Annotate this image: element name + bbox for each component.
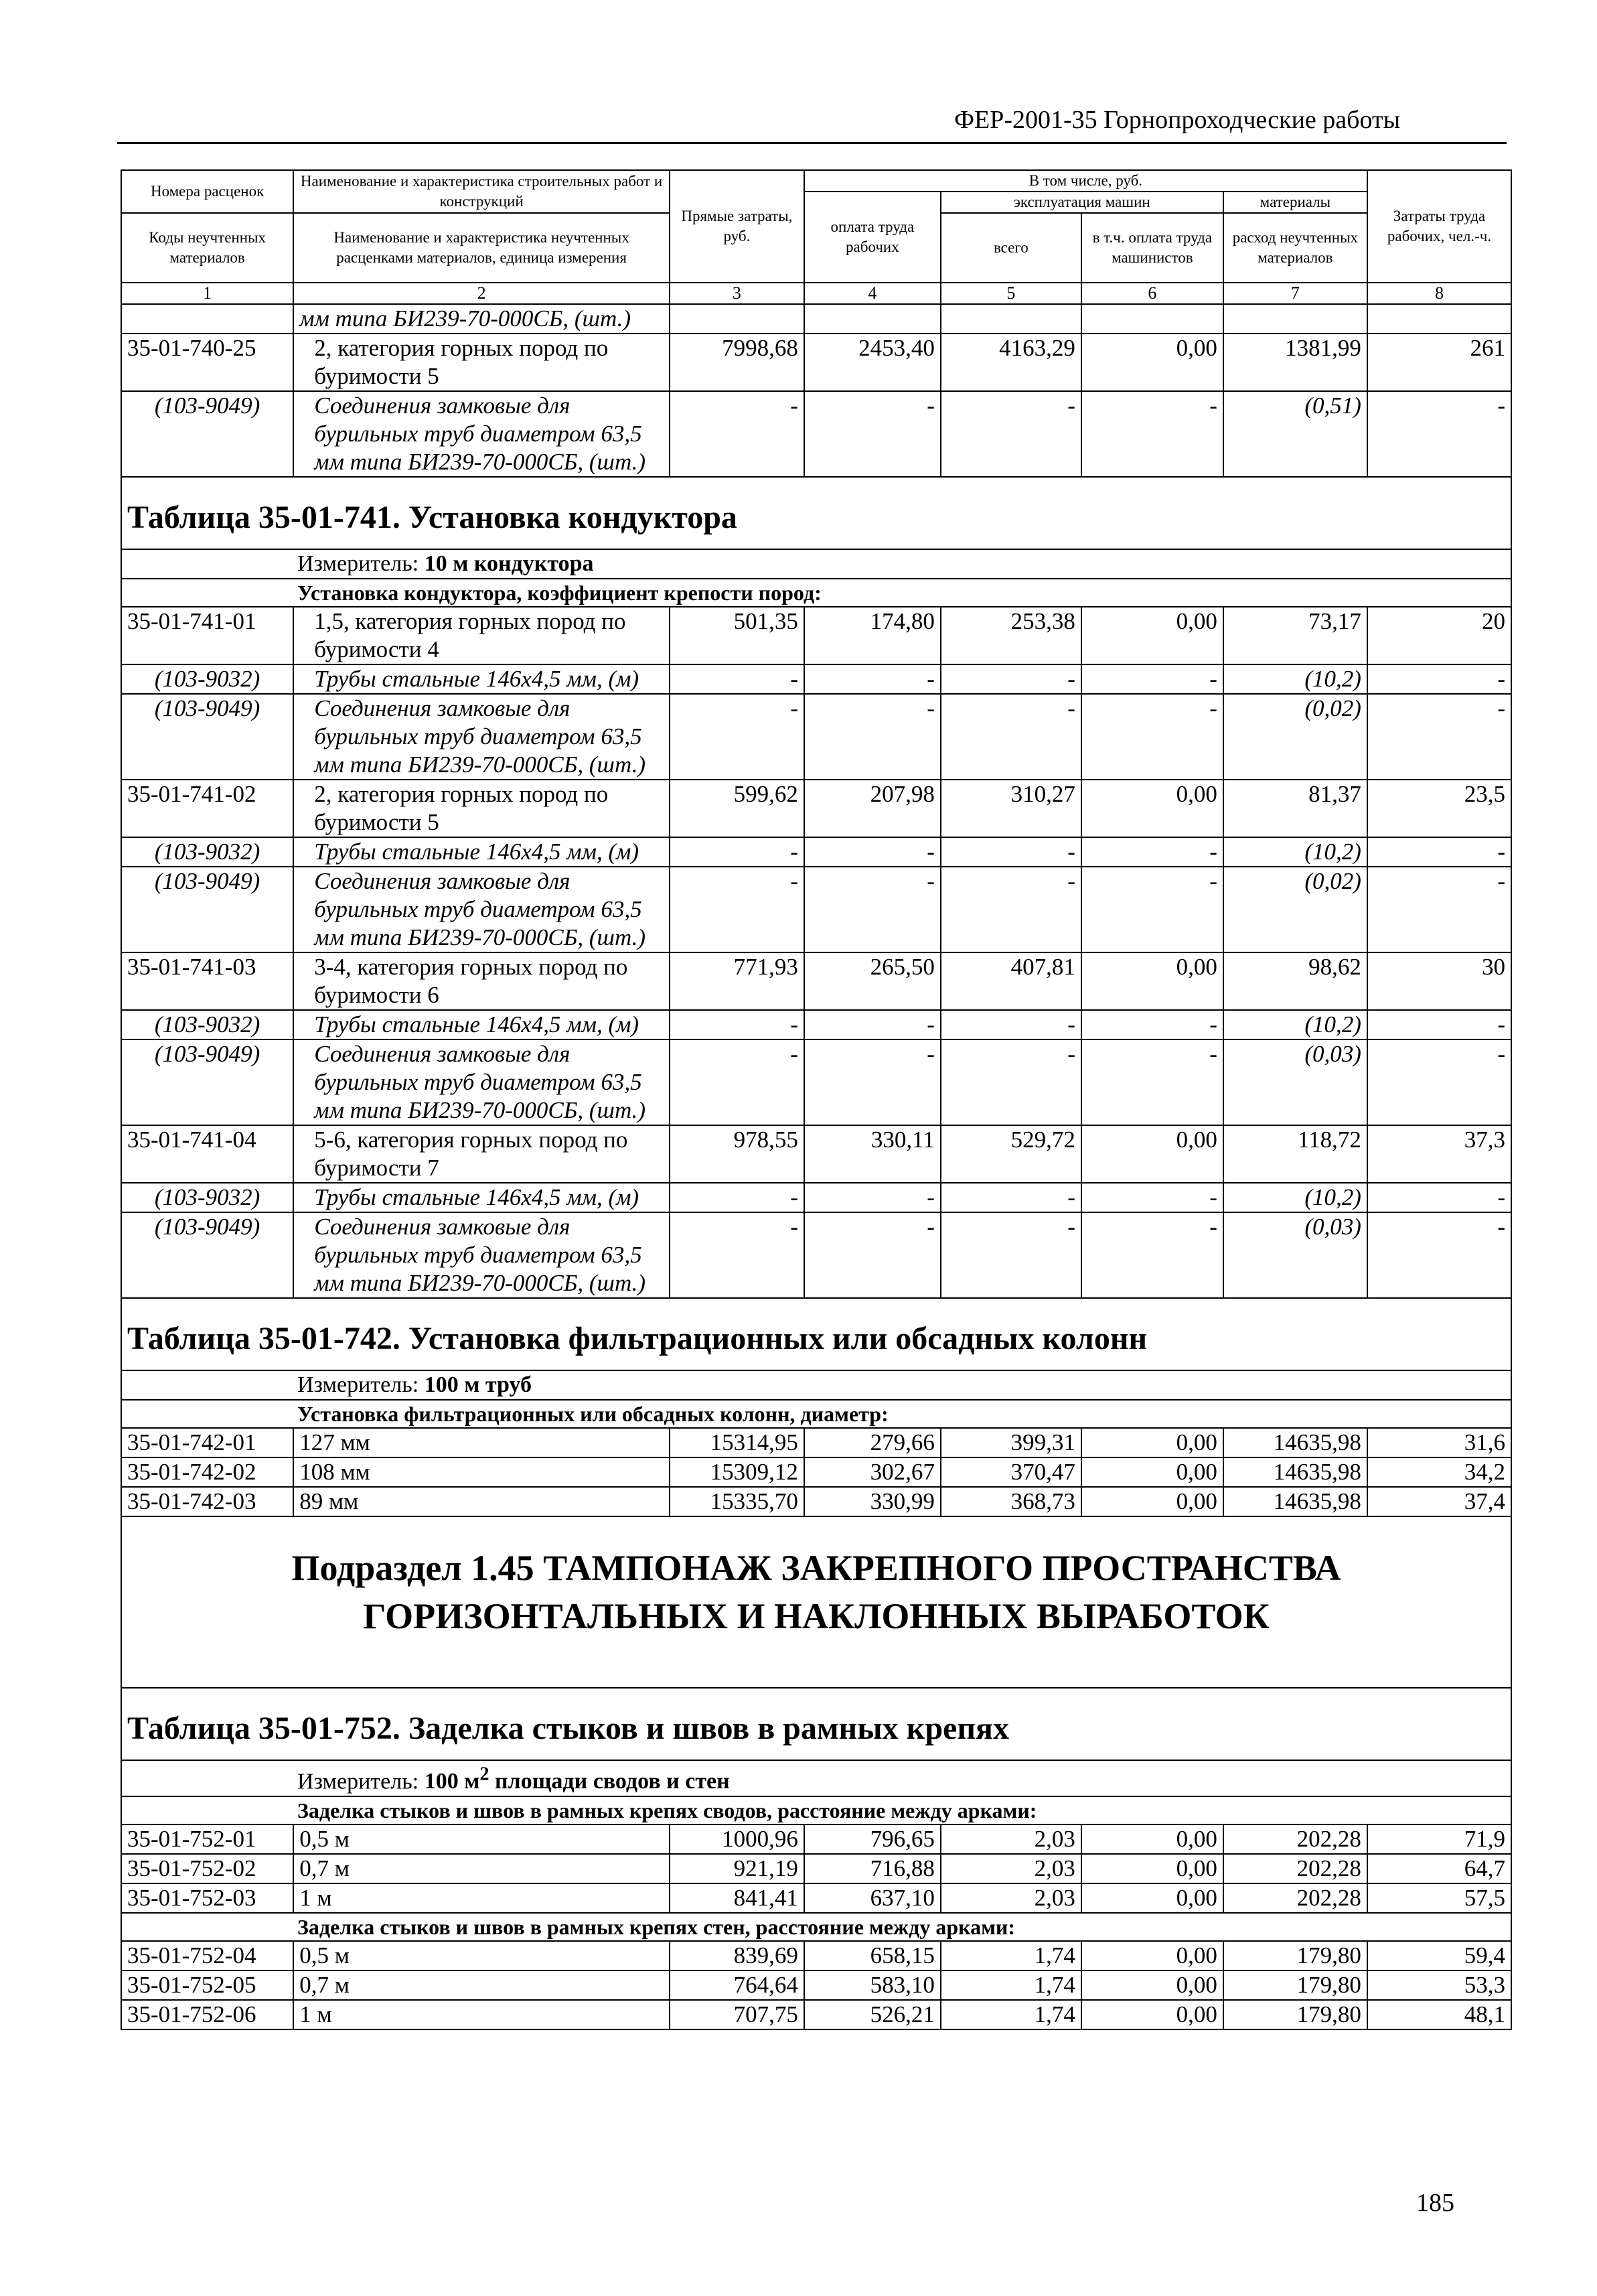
col-5-head: всего (941, 213, 1081, 283)
dash-cell: - (1367, 1212, 1511, 1298)
section-heading (121, 1516, 1511, 1688)
dash-cell: - (941, 837, 1081, 867)
group-header: Установка фильтрационных или обсадных колонн, диаметр: (121, 1400, 1511, 1428)
table-row (121, 607, 1511, 664)
group-header: Заделка стыков и швов в рамных крепях сводов, расстояние между арками: (121, 1796, 1511, 1824)
table-cell (804, 304, 941, 334)
dash-cell: - (804, 391, 941, 477)
rate-desc: 2, категория горных пород по буримости 5 (293, 780, 670, 837)
machinist-pay: 0,00 (1081, 780, 1223, 837)
labor-hours: 30 (1367, 952, 1511, 1010)
dash-cell: - (670, 391, 804, 477)
table-row (121, 391, 1511, 477)
material-code: (103-9032) (121, 664, 293, 694)
meter-value: 10 м кондуктора (424, 551, 594, 576)
col-1-bottom: Коды неучтенных материалов (121, 213, 293, 283)
dash-cell: - (670, 1010, 804, 1039)
machinist-pay: 0,00 (1081, 2000, 1223, 2029)
machines-total: 368,73 (941, 1487, 1081, 1516)
materials-cost: 14635,98 (1223, 1457, 1367, 1487)
dash-cell: - (804, 1212, 941, 1298)
dash-cell: - (1367, 837, 1511, 867)
col-machines-head: эксплуатация машин (941, 192, 1223, 213)
rate-desc: 127 мм (293, 1428, 670, 1457)
material-code: (103-9049) (121, 694, 293, 780)
meter-unit-exponent: 2 (479, 1764, 489, 1785)
table-cell (1367, 304, 1511, 334)
direct-cost: 841,41 (670, 1883, 804, 1913)
meter-line (121, 1370, 1511, 1400)
meter-line (121, 549, 1511, 579)
machines-total: 2,03 (941, 1854, 1081, 1883)
dash-cell: - (941, 1212, 1081, 1298)
dash-cell: - (1081, 1039, 1223, 1125)
material-desc: Трубы стальные 146х4,5 мм, (м) (293, 1010, 670, 1039)
rate-desc: 0,5 м (293, 1941, 670, 1970)
col-2-top: Наименование и характеристика строительных работ и конструкций (293, 170, 670, 213)
table-row (121, 694, 1511, 780)
table-row (121, 1183, 1511, 1212)
rate-code: 35-01-752-06 (121, 2000, 293, 2029)
dash-cell: - (670, 664, 804, 694)
rate-code: 35-01-741-04 (121, 1125, 293, 1183)
labor-pay: 796,65 (804, 1824, 941, 1854)
rate-code: 35-01-742-03 (121, 1487, 293, 1516)
dash-cell: - (1081, 1010, 1223, 1039)
col-3-head: Прямые затраты, руб. (670, 170, 804, 283)
rate-desc: 3-4, категория горных пород по буримости 6 (293, 952, 670, 1010)
table-row (121, 1428, 1511, 1457)
dash-cell: - (941, 867, 1081, 952)
materials-cost: 14635,98 (1223, 1428, 1367, 1457)
rate-desc: 2, категория горных пород по буримости 5 (293, 334, 670, 391)
dash-cell: - (670, 694, 804, 780)
dash-cell: - (941, 1039, 1081, 1125)
dash-cell: - (1081, 1212, 1223, 1298)
dash-cell: - (941, 1010, 1081, 1039)
material-code: (103-9032) (121, 837, 293, 867)
material-qty: (10,2) (1223, 1010, 1367, 1039)
material-desc: Соединения замковые для бурильных труб диаметром 63,5 мм типа БИ239-70-000СБ, (шт.) (293, 391, 670, 477)
labor-pay: 302,67 (804, 1457, 941, 1487)
direct-cost: 978,55 (670, 1125, 804, 1183)
dash-cell: - (804, 664, 941, 694)
materials-cost: 81,37 (1223, 780, 1367, 837)
labor-pay: 526,21 (804, 2000, 941, 2029)
table-cell (121, 304, 293, 334)
material-code: (103-9032) (121, 1183, 293, 1212)
dash-cell: - (941, 694, 1081, 780)
labor-hours: 48,1 (1367, 2000, 1511, 2029)
meter-label: Измеритель: (297, 1372, 425, 1397)
material-qty: (0,02) (1223, 694, 1367, 780)
material-code: (103-9032) (121, 1010, 293, 1039)
direct-cost: 1000,96 (670, 1824, 804, 1854)
header-rule (117, 142, 1507, 144)
labor-pay: 207,98 (804, 780, 941, 837)
material-desc: Соединения замковые для бурильных труб диаметром 63,5 мм типа БИ239-70-000СБ, (шт.) (293, 694, 670, 780)
labor-hours: 20 (1367, 607, 1511, 664)
machinist-pay: 0,00 (1081, 1883, 1223, 1913)
col-num-5: 5 (941, 283, 1081, 304)
dash-cell: - (1367, 1039, 1511, 1125)
labor-hours: 31,6 (1367, 1428, 1511, 1457)
labor-pay: 279,66 (804, 1428, 941, 1457)
labor-pay: 716,88 (804, 1854, 941, 1883)
meter-unit-rest: площади сводов и стен (489, 1769, 730, 1794)
direct-cost: 7998,68 (670, 334, 804, 391)
rate-desc: 1,5, категория горных пород по буримости 4 (293, 607, 670, 664)
machinist-pay: 0,00 (1081, 1970, 1223, 2000)
col-num-1: 1 (121, 283, 293, 304)
table-title: Таблица 35-01-741. Установка кондуктора (121, 477, 1511, 549)
table-row (121, 1212, 1511, 1298)
labor-hours: 261 (1367, 334, 1511, 391)
machines-total: 310,27 (941, 780, 1081, 837)
material-desc: мм типа БИ239-70-000СБ, (шт.) (293, 304, 670, 334)
col-4-head: оплата труда рабочих (804, 192, 941, 283)
col-num-4: 4 (804, 283, 941, 304)
col-8-head: Затраты труда рабочих, чел.-ч. (1367, 170, 1511, 283)
col-1-top: Номера расценок (121, 170, 293, 213)
materials-cost: 1381,99 (1223, 334, 1367, 391)
direct-cost: 921,19 (670, 1854, 804, 1883)
dash-cell: - (1367, 867, 1511, 952)
group-header: Заделка стыков и швов в рамных крепях стен, расстояние между арками: (121, 1913, 1511, 1941)
section-heading-line-2: ГОРИЗОНТАЛЬНЫХ И НАКЛОННЫХ ВЫРАБОТОК (363, 1596, 1270, 1636)
rate-desc: 1 м (293, 1883, 670, 1913)
table-row (121, 1487, 1511, 1516)
material-qty: (0,03) (1223, 1212, 1367, 1298)
rate-code: 35-01-741-01 (121, 607, 293, 664)
material-desc: Трубы стальные 146х4,5 мм, (м) (293, 664, 670, 694)
machinist-pay: 0,00 (1081, 1428, 1223, 1457)
labor-hours: 57,5 (1367, 1883, 1511, 1913)
machines-total: 370,47 (941, 1457, 1081, 1487)
col-num-7: 7 (1223, 283, 1367, 304)
dash-cell: - (1367, 1183, 1511, 1212)
dash-cell: - (1367, 1010, 1511, 1039)
labor-hours: 71,9 (1367, 1824, 1511, 1854)
dash-cell: - (804, 867, 941, 952)
meter-label: Измеритель: (297, 551, 425, 576)
materials-cost: 179,80 (1223, 2000, 1367, 2029)
table-cell (670, 304, 804, 334)
dash-cell: - (670, 1039, 804, 1125)
materials-cost: 202,28 (1223, 1854, 1367, 1883)
col-6-head: в т.ч. оплата труда машинистов (1081, 213, 1223, 283)
rate-code: 35-01-741-02 (121, 780, 293, 837)
material-code: (103-9049) (121, 1039, 293, 1125)
table-row (121, 837, 1511, 867)
machines-total: 1,74 (941, 1970, 1081, 2000)
materials-cost: 14635,98 (1223, 1487, 1367, 1516)
materials-cost: 98,62 (1223, 952, 1367, 1010)
dash-cell: - (1081, 867, 1223, 952)
direct-cost: 764,64 (670, 1970, 804, 2000)
labor-hours: 37,4 (1367, 1487, 1511, 1516)
meter-value (424, 1764, 730, 1794)
dash-cell: - (1081, 391, 1223, 477)
labor-pay: 2453,40 (804, 334, 941, 391)
group-header: Установка кондуктора, коэффициент крепости пород: (121, 579, 1511, 607)
dash-cell: - (804, 694, 941, 780)
col-2-bottom: Наименование и характеристика неучтенных расценками материалов, единица измерения (293, 213, 670, 283)
col-incl-head: В том числе, руб. (804, 170, 1367, 192)
labor-hours: 34,2 (1367, 1457, 1511, 1487)
direct-cost: 501,35 (670, 607, 804, 664)
labor-hours: 37,3 (1367, 1125, 1511, 1183)
table-row (121, 2000, 1511, 2029)
machines-total: 1,74 (941, 1941, 1081, 1970)
machinist-pay: 0,00 (1081, 1854, 1223, 1883)
table-row (121, 1457, 1511, 1487)
labor-hours: 53,3 (1367, 1970, 1511, 2000)
labor-pay: 174,80 (804, 607, 941, 664)
material-code: (103-9049) (121, 867, 293, 952)
table-row (121, 1854, 1511, 1883)
dash-cell: - (941, 1183, 1081, 1212)
rate-code: 35-01-752-01 (121, 1824, 293, 1854)
meter-line (121, 1760, 1511, 1796)
material-code: (103-9049) (121, 391, 293, 477)
dash-cell: - (804, 1010, 941, 1039)
col-num-3: 3 (670, 283, 804, 304)
dash-cell: - (1081, 837, 1223, 867)
labor-pay: 265,50 (804, 952, 941, 1010)
material-code: (103-9049) (121, 1212, 293, 1298)
col-num-2: 2 (293, 283, 670, 304)
dash-cell: - (1081, 1183, 1223, 1212)
materials-cost: 118,72 (1223, 1125, 1367, 1183)
rate-code: 35-01-752-05 (121, 1970, 293, 2000)
table-row (121, 1824, 1511, 1854)
table-cell (941, 304, 1081, 334)
machinist-pay: 0,00 (1081, 1941, 1223, 1970)
machines-total: 529,72 (941, 1125, 1081, 1183)
labor-pay: 583,10 (804, 1970, 941, 2000)
rate-code: 35-01-752-03 (121, 1883, 293, 1913)
labor-hours: 64,7 (1367, 1854, 1511, 1883)
labor-pay: 637,10 (804, 1883, 941, 1913)
direct-cost: 771,93 (670, 952, 804, 1010)
rate-code: 35-01-742-01 (121, 1428, 293, 1457)
dash-cell: - (1367, 694, 1511, 780)
labor-pay: 330,99 (804, 1487, 941, 1516)
labor-hours: 59,4 (1367, 1941, 1511, 1970)
machines-total: 2,03 (941, 1883, 1081, 1913)
direct-cost: 839,69 (670, 1941, 804, 1970)
meter-value: 100 м труб (424, 1372, 532, 1397)
material-desc: Трубы стальные 146х4,5 мм, (м) (293, 1183, 670, 1212)
section-heading-line-1: Подраздел 1.45 ТАМПОНАЖ ЗАКРЕПНОГО ПРОСТРАНСТВА (291, 1548, 1341, 1588)
dash-cell: - (1081, 694, 1223, 780)
rate-desc: 108 мм (293, 1457, 670, 1487)
materials-cost: 179,80 (1223, 1941, 1367, 1970)
labor-pay: 330,11 (804, 1125, 941, 1183)
meter-unit: 100 м (424, 1769, 480, 1794)
dash-cell: - (941, 664, 1081, 694)
dash-cell: - (804, 1183, 941, 1212)
labor-hours: 23,5 (1367, 780, 1511, 837)
col-num-8: 8 (1367, 283, 1511, 304)
material-desc: Соединения замковые для бурильных труб диаметром 63,5 мм типа БИ239-70-000СБ, (шт.) (293, 867, 670, 952)
dash-cell: - (670, 837, 804, 867)
machines-total: 2,03 (941, 1824, 1081, 1854)
rate-code: 35-01-752-04 (121, 1941, 293, 1970)
machines-total: 399,31 (941, 1428, 1081, 1457)
price-table (121, 169, 1512, 2030)
rate-desc: 89 мм (293, 1487, 670, 1516)
rate-desc: 1 м (293, 2000, 670, 2029)
rate-desc: 0,5 м (293, 1824, 670, 1854)
machinist-pay: 0,00 (1081, 1824, 1223, 1854)
page-number: 185 (1416, 2189, 1454, 2217)
rate-code: 35-01-741-03 (121, 952, 293, 1010)
table-row (121, 1039, 1511, 1125)
table-row (121, 1970, 1511, 2000)
rate-desc: 0,7 м (293, 1854, 670, 1883)
machinist-pay: 0,00 (1081, 607, 1223, 664)
table-row (121, 664, 1511, 694)
material-qty: (10,2) (1223, 837, 1367, 867)
table-row (121, 1883, 1511, 1913)
dash-cell: - (1081, 664, 1223, 694)
col-7-head: расход неучтенных материалов (1223, 213, 1367, 283)
material-qty: (0,03) (1223, 1039, 1367, 1125)
dash-cell: - (804, 837, 941, 867)
table-row (121, 334, 1511, 391)
machinist-pay: 0,00 (1081, 334, 1223, 391)
dash-cell: - (670, 1183, 804, 1212)
direct-cost: 15314,95 (670, 1428, 804, 1457)
rate-code: 35-01-752-02 (121, 1854, 293, 1883)
machinist-pay: 0,00 (1081, 1125, 1223, 1183)
dash-cell: - (1367, 391, 1511, 477)
dash-cell: - (670, 867, 804, 952)
machines-total: 4163,29 (941, 334, 1081, 391)
material-qty: (0,02) (1223, 867, 1367, 952)
direct-cost: 599,62 (670, 780, 804, 837)
table-row (121, 1941, 1511, 1970)
rate-desc: 0,7 м (293, 1970, 670, 2000)
dash-cell: - (1367, 664, 1511, 694)
material-desc: Трубы стальные 146х4,5 мм, (м) (293, 837, 670, 867)
table-row (121, 1125, 1511, 1183)
materials-cost: 202,28 (1223, 1883, 1367, 1913)
materials-cost: 202,28 (1223, 1824, 1367, 1854)
table-row (121, 780, 1511, 837)
table-row (121, 867, 1511, 952)
materials-cost: 179,80 (1223, 1970, 1367, 2000)
table-title: Таблица 35-01-752. Заделка стыков и швов в рамных крепях (121, 1688, 1511, 1760)
machines-total: 407,81 (941, 952, 1081, 1010)
col-num-6: 6 (1081, 283, 1223, 304)
table-title: Таблица 35-01-742. Установка фильтрационных или обсадных колонн (121, 1298, 1511, 1370)
material-desc: Соединения замковые для бурильных труб диаметром 63,5 мм типа БИ239-70-000СБ, (шт.) (293, 1039, 670, 1125)
machines-total: 1,74 (941, 2000, 1081, 2029)
table-row (121, 952, 1511, 1010)
labor-pay: 658,15 (804, 1941, 941, 1970)
machines-total: 253,38 (941, 607, 1081, 664)
dash-cell: - (804, 1039, 941, 1125)
table-cell (1081, 304, 1223, 334)
col-materials-head: материалы (1223, 192, 1367, 213)
material-desc: Соединения замковые для бурильных труб диаметром 63,5 мм типа БИ239-70-000СБ, (шт.) (293, 1212, 670, 1298)
material-qty: (0,51) (1223, 391, 1367, 477)
dash-cell: - (670, 1212, 804, 1298)
direct-cost: 15335,70 (670, 1487, 804, 1516)
materials-cost: 73,17 (1223, 607, 1367, 664)
machinist-pay: 0,00 (1081, 1487, 1223, 1516)
direct-cost: 707,75 (670, 2000, 804, 2029)
table-row (121, 1010, 1511, 1039)
material-qty: (10,2) (1223, 664, 1367, 694)
rate-desc: 5-6, категория горных пород по буримости 7 (293, 1125, 670, 1183)
material-qty: (10,2) (1223, 1183, 1367, 1212)
rate-code: 35-01-742-02 (121, 1457, 293, 1487)
direct-cost: 15309,12 (670, 1457, 804, 1487)
dash-cell: - (941, 391, 1081, 477)
rate-code: 35-01-740-25 (121, 334, 293, 391)
table-cell (1223, 304, 1367, 334)
meter-label: Измеритель: (297, 1769, 425, 1794)
machinist-pay: 0,00 (1081, 952, 1223, 1010)
page-header: ФЕР-2001-35 Горнопроходческие работы (954, 106, 1401, 134)
machinist-pay: 0,00 (1081, 1457, 1223, 1487)
